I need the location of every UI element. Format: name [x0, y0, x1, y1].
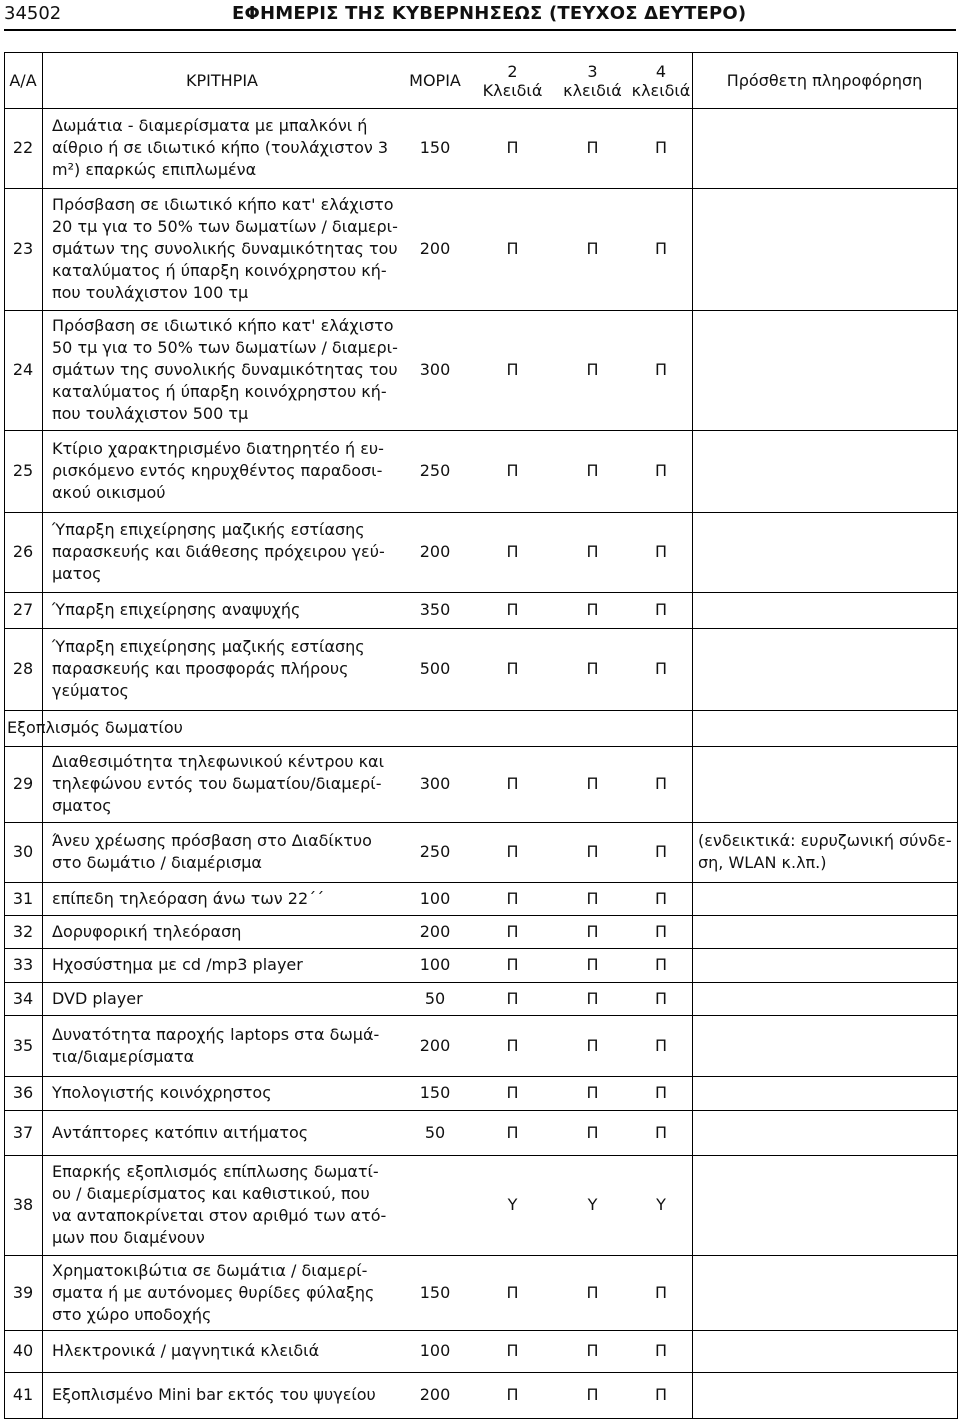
four-keys-value: Π [654, 542, 668, 561]
criterion-text: Ηλεκτρονικά / μαγνητικά κλειδιά [52, 1341, 320, 1360]
row-number: 37 [12, 1122, 34, 1142]
two-keys-value: Π [506, 1385, 519, 1404]
two-keys-value: Π [506, 1035, 519, 1055]
header-3-keys: 3 κλειδιά [563, 61, 622, 100]
row-number: 41 [12, 1385, 34, 1404]
page-header [0, 0, 960, 32]
criterion-text: Χρηματοκιβώτια σε δωμάτια / διαμερί- σματα ή με αυτόνομες θυρίδες φύλαξης στο χώρο υποδοχής [52, 1260, 375, 1324]
row-number: 29 [12, 774, 34, 793]
two-keys-value: Π [506, 1122, 519, 1142]
row-number: 27 [12, 600, 34, 619]
four-keys-value: Π [654, 955, 668, 974]
two-keys-value: Π [506, 1282, 519, 1302]
points-value: 50 [424, 1122, 446, 1142]
three-keys-value: Π [586, 988, 599, 1008]
points-value: 100 [419, 888, 451, 908]
criterion-text: Άνευ χρέωσης πρόσβαση στο Διαδίκτυο στο δωμάτιο / διαμέρισμα [52, 831, 372, 872]
points-value: 200 [419, 542, 451, 561]
criterion-text: Διαθεσιμότητα τηλεφωνικού κέντρου και τηλεφώνου εντός του δωματίου/διαμερί- σματος [52, 752, 384, 815]
two-keys-value: Π [506, 955, 519, 974]
header-additional-info: Πρόσθετη πληροφόρηση [726, 71, 923, 90]
header-rule [4, 29, 956, 31]
points-value: 150 [419, 138, 451, 157]
gazette-title: ΕΦΗΜΕΡΙΣ ΤΗΣ ΚΥΒΕΡΝΗΣΕΩΣ (ΤΕΥΧΟΣ ΔΕΥΤΕΡΟ) [232, 3, 747, 24]
three-keys-value: Π [586, 542, 599, 561]
criterion-text: Ηχοσύστημα με cd /mp3 player [52, 955, 303, 974]
four-keys-value: Π [654, 1083, 668, 1102]
three-keys-value: Π [586, 461, 599, 480]
three-keys-value: Π [586, 955, 599, 974]
three-keys-value: Π [586, 774, 599, 793]
three-keys-value: Π [586, 239, 599, 258]
points-value: 100 [419, 955, 451, 974]
points-value: 50 [424, 988, 446, 1008]
criterion-text: Δορυφορική τηλεόραση [52, 921, 242, 941]
row-number: 25 [12, 461, 34, 480]
points-value: 100 [419, 1341, 451, 1360]
three-keys-value: Π [586, 600, 599, 619]
two-keys-value: Π [506, 659, 519, 678]
criterion-text: DVD player [52, 988, 143, 1008]
four-keys-value: Π [654, 1385, 668, 1404]
three-keys-value: Π [586, 1083, 599, 1102]
points-value: 150 [419, 1083, 451, 1102]
row-number: 36 [12, 1083, 34, 1102]
points-value: 200 [419, 1035, 451, 1055]
criterion-text: Ύπαρξη επιχείρησης μαζικής εστίασης παρασκευής και διάθεσης πρόχειρου γεύ- ματος [52, 520, 385, 583]
two-keys-value: Π [506, 461, 519, 480]
criterion-text: Εξοπλισμένο Mini bar εκτός του ψυγείου [52, 1385, 376, 1404]
header-criteria: ΚΡΙΤΗΡΙΑ [186, 71, 258, 90]
three-keys-value: Π [586, 921, 599, 941]
three-keys-value: Π [586, 1385, 599, 1404]
four-keys-value: Π [654, 842, 668, 861]
four-keys-value: Π [654, 921, 668, 941]
points-value: 350 [419, 600, 451, 619]
row-number: 28 [12, 659, 34, 678]
criterion-text: Πρόσβαση σε ιδιωτικό κήπο κατ' ελάχιστο 20 τμ για το 50% των δωματίων / διαμερι- σμάτων της συνολικής δυναμικότητας του καταλύματος ή ύπαρξη κοινόχρηστου κή- που τουλάχιστον 100 τμ [52, 195, 398, 302]
criterion-text: Αντάπτορες κατόπιν αιτήματος [52, 1122, 309, 1142]
header-2-keys: 2 Κλειδιά [482, 61, 543, 100]
four-keys-value: Π [654, 1341, 668, 1360]
criterion-text: Κτίριο χαρακτηρισμένο διατηρητέο ή ευ- ρισκόμενο εντός κηρυχθέντος παραδοσι- ακού οικισμού [52, 439, 384, 502]
two-keys-value: Π [506, 921, 519, 941]
row-number: 22 [12, 138, 34, 157]
row-number: 40 [12, 1341, 34, 1360]
row-divider [4, 1418, 958, 1419]
two-keys-value: Π [506, 1083, 519, 1102]
section-title: Εξοπλισμός δωματίου [7, 718, 183, 737]
two-keys-value: Π [506, 600, 519, 619]
three-keys-value: Π [586, 842, 599, 861]
header-4-keys: 4 κλειδιά [631, 61, 691, 100]
page-number: 34502 [4, 3, 62, 24]
three-keys-value: Π [586, 1122, 599, 1142]
three-keys-value: Υ [587, 1195, 598, 1214]
points-value: 250 [419, 461, 451, 480]
two-keys-value: Π [506, 239, 519, 258]
four-keys-value: Π [654, 1035, 668, 1055]
row-number: 34 [12, 988, 34, 1008]
three-keys-value: Π [586, 138, 599, 157]
four-keys-value: Π [654, 360, 668, 379]
two-keys-value: Π [506, 138, 519, 157]
four-keys-value: Π [654, 239, 668, 258]
criterion-text: Ύπαρξη επιχείρησης αναψυχής [52, 600, 301, 619]
row-number: 23 [12, 239, 34, 258]
two-keys-value: Π [506, 542, 519, 561]
points-value: 500 [419, 659, 451, 678]
four-keys-value: Π [654, 774, 668, 793]
row-number: 35 [12, 1035, 34, 1055]
two-keys-value: Π [506, 842, 519, 861]
four-keys-value: Π [654, 1282, 668, 1302]
two-keys-value: Π [506, 1341, 519, 1360]
criterion-text: Δωμάτια - διαμερίσματα με μπαλκόνι ή αίθριο ή σε ιδιωτικό κήπο (τουλάχιστον 3 m²) επαρκώς επιπλωμένα [52, 116, 389, 179]
row-number: 24 [12, 360, 34, 379]
four-keys-value: Π [654, 138, 668, 157]
four-keys-value: Π [654, 659, 668, 678]
points-value [400, 1155, 470, 1255]
header-aa: Α/Α [9, 71, 37, 90]
criterion-text: Πρόσβαση σε ιδιωτικό κήπο κατ' ελάχιστο 50 τμ για το 50% των δωματίων / διαμερι- σμάτων της συνολικής δυναμικότητας του καταλύματος ή ύπαρξη κοινόχρηστου κή- που τουλάχιστον 500 τμ [52, 316, 398, 423]
points-value: 250 [419, 842, 451, 861]
criterion-text: επίπεδη τηλεόραση άνω των 22΄΄ [52, 888, 325, 908]
criterion-text: Δυνατότητα παροχής laptops στα δωμά- τια/διαμερίσματα [52, 1024, 380, 1066]
criterion-text: Επαρκής εξοπλισμός επίπλωσης δωματί- ου / διαμερίσματος και καθιστικού, που να ανταποκρίνεται στον αριθμό των ατό- μων που διαμένουν [52, 1162, 387, 1247]
points-value: 200 [419, 239, 451, 258]
two-keys-value: Υ [507, 1195, 518, 1214]
row-number: 30 [12, 842, 34, 861]
points-value: 200 [419, 921, 451, 941]
two-keys-value: Π [506, 360, 519, 379]
row-number: 38 [12, 1195, 34, 1214]
criterion-text: Ύπαρξη επιχείρησης μαζικής εστίασης παρασκευής και προσφοράς πλήρους γεύματος [52, 637, 365, 700]
row-number: 31 [12, 888, 34, 908]
three-keys-value: Π [586, 1282, 599, 1302]
three-keys-value: Π [586, 659, 599, 678]
four-keys-value: Π [654, 988, 668, 1008]
four-keys-value: Π [654, 600, 668, 619]
row-number: 26 [12, 542, 34, 561]
row-number: 32 [12, 921, 34, 941]
points-value: 300 [419, 360, 451, 379]
three-keys-value: Π [586, 888, 599, 908]
additional-info: (ενδεικτικά: ευρυζωνική σύνδε- ση, WLAN κ.λπ.) [698, 831, 952, 872]
three-keys-value: Π [586, 1341, 599, 1360]
two-keys-value: Π [506, 888, 519, 908]
two-keys-value: Π [506, 774, 519, 793]
criterion-text: Υπολογιστής κοινόχρηστος [52, 1083, 272, 1102]
three-keys-value: Π [586, 360, 599, 379]
row-number: 39 [12, 1282, 34, 1302]
four-keys-value: Π [654, 461, 668, 480]
three-keys-value: Π [586, 1035, 599, 1055]
four-keys-value: Π [654, 1122, 668, 1142]
header-points: ΜΟΡΙΑ [409, 71, 461, 90]
four-keys-value: Π [654, 888, 668, 908]
points-value: 300 [419, 774, 451, 793]
four-keys-value: Υ [656, 1195, 666, 1214]
table-border [957, 52, 958, 1418]
points-value: 150 [419, 1282, 451, 1302]
points-value: 200 [419, 1385, 451, 1404]
row-number: 33 [12, 955, 34, 974]
two-keys-value: Π [506, 988, 519, 1008]
